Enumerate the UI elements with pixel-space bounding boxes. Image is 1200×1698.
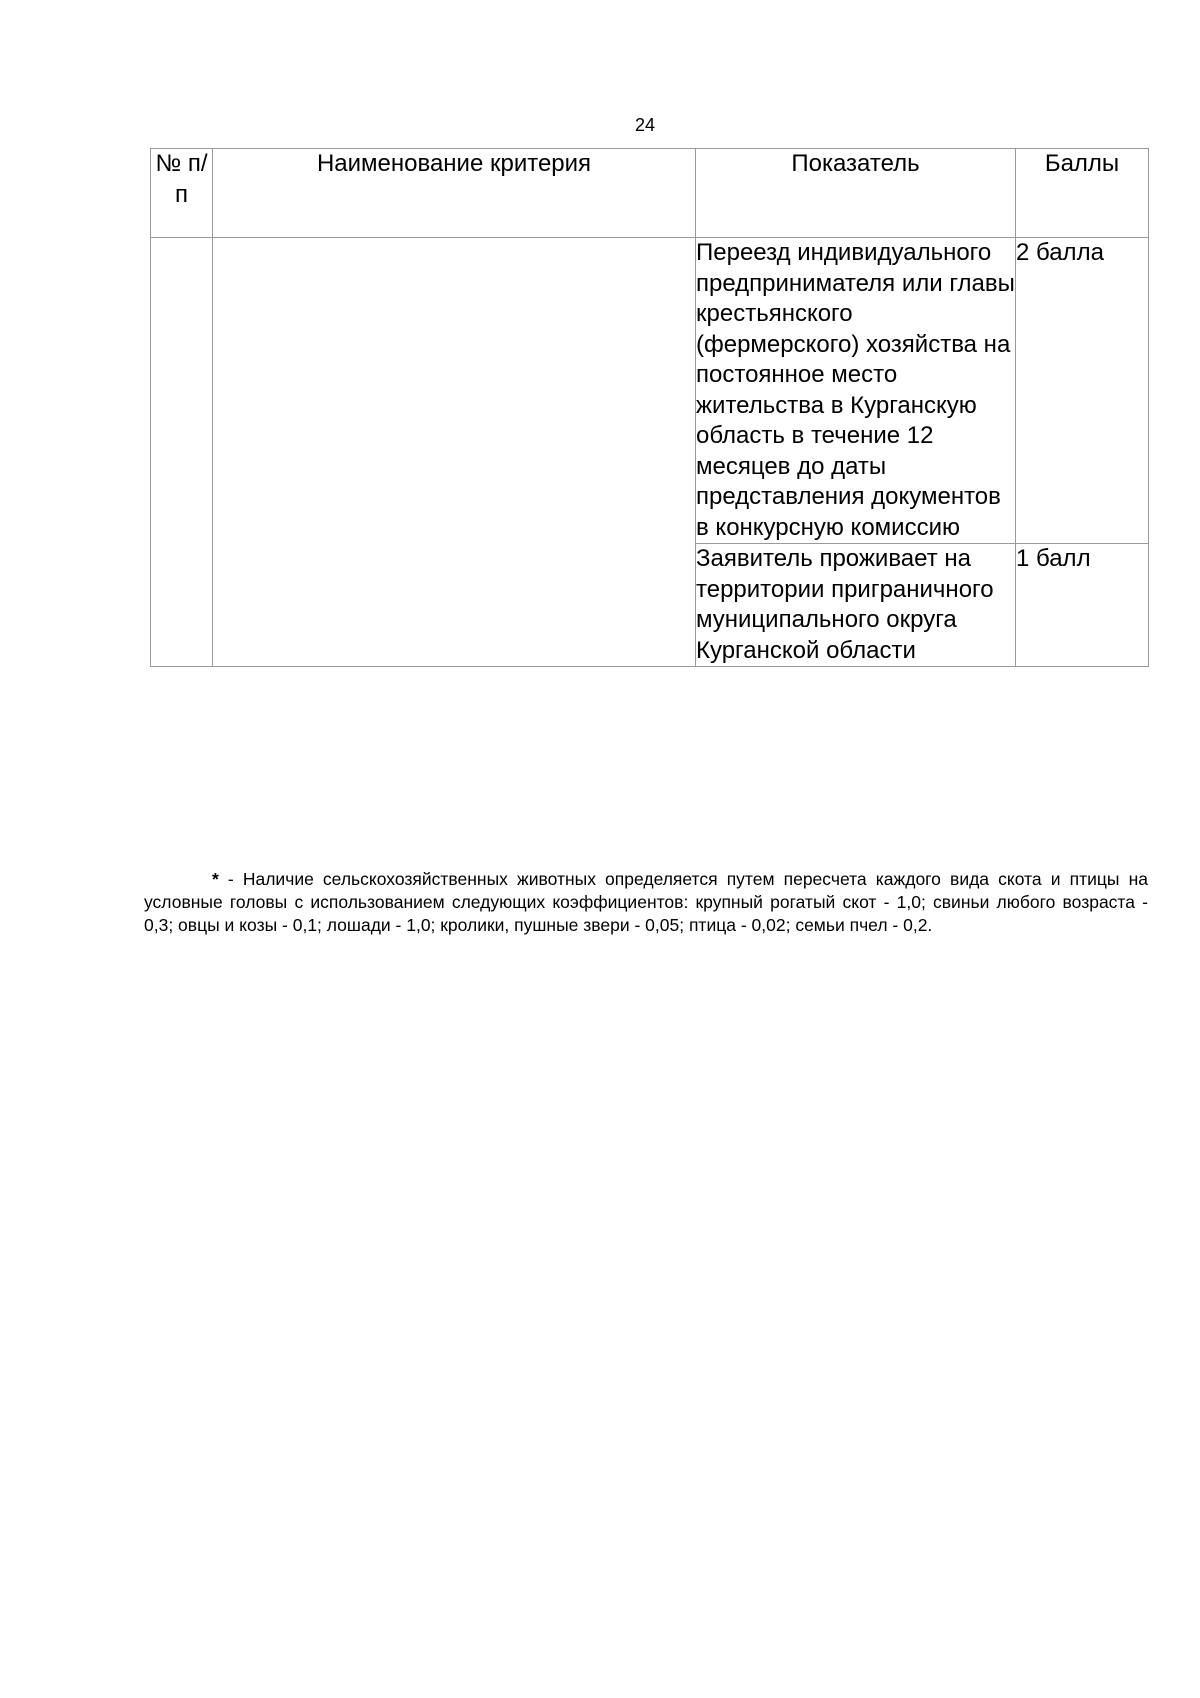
footnote-marker: * bbox=[212, 868, 219, 889]
header-criterion-name: Наименование критерия bbox=[213, 149, 696, 238]
header-indicator: Показатель bbox=[696, 149, 1016, 238]
criteria-table bbox=[150, 148, 1149, 667]
cell-points: 1 балл bbox=[1016, 544, 1149, 667]
cell-indicator: Переезд индивидуального предпринимателя или главы крестьянского (фермерского) хозяйства на постоянное место жительства в Курганскую область в течение 12 месяцев до даты представления документов в конкурсную комиссию bbox=[696, 238, 1016, 544]
footnote-text: - Наличие сельскохозяйственных животных определяется путем пересчета каждого вида скота и птицы на условные головы с использованием следующих коэффициентов: крупный рогатый скот - 1,0; свиньи любого возраста - 0,3; овцы и козы - 0,1; лошади - 1,0; кролики, пушные звери - 0,05; птица - 0,02; семьи пчел - 0,2. bbox=[144, 868, 1148, 935]
page-number: 24 bbox=[634, 115, 656, 135]
table-row bbox=[151, 238, 1149, 544]
cell-points: 2 балла bbox=[1016, 238, 1149, 544]
header-points: Баллы bbox=[1016, 149, 1149, 238]
cell-criterion-name bbox=[213, 238, 696, 667]
cell-number bbox=[151, 238, 213, 667]
header-number: № п/п bbox=[151, 149, 213, 238]
footnote bbox=[144, 868, 1148, 937]
table-header-row bbox=[151, 149, 1149, 238]
cell-indicator: Заявитель проживает на территории приграничного муниципального округа Курганской области bbox=[696, 544, 1016, 667]
